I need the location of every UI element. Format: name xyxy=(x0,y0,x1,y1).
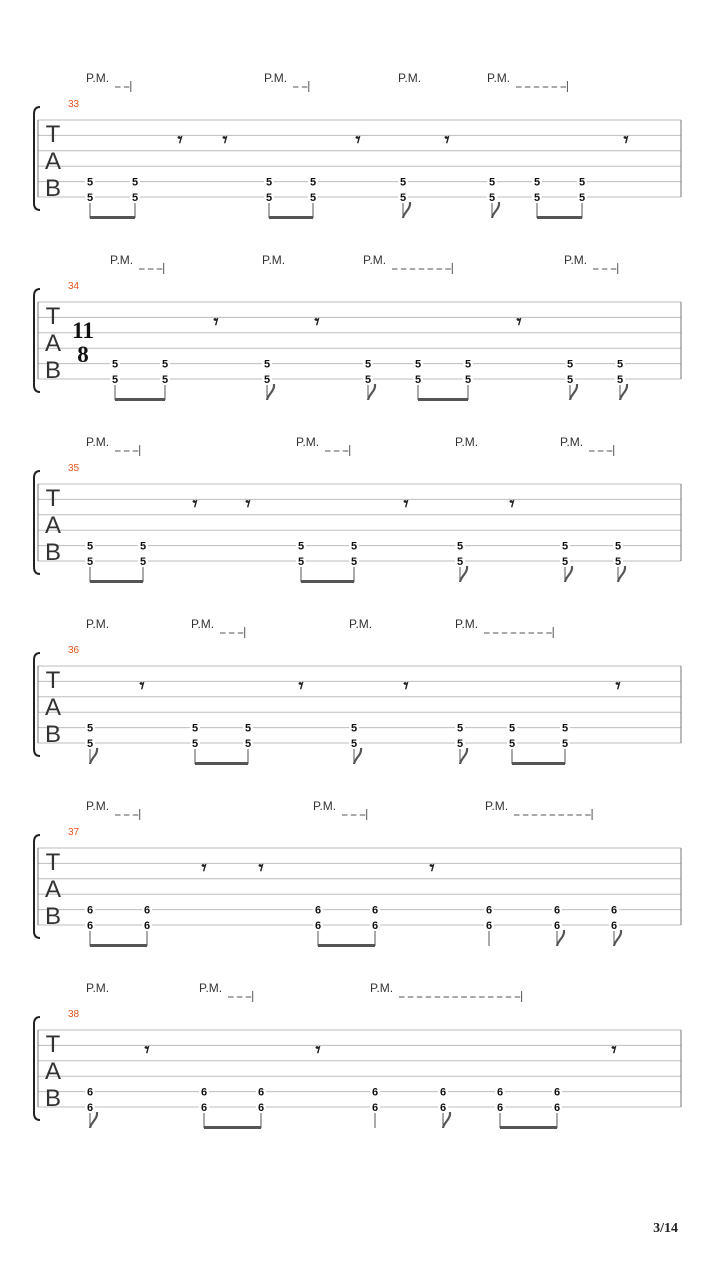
eighth-beam xyxy=(204,1126,261,1129)
eighth-flag xyxy=(618,566,625,582)
fret-number: 5 xyxy=(488,176,496,189)
eighth-beam xyxy=(318,944,375,947)
fret-number: 5 xyxy=(86,556,94,568)
fret-number: 6 xyxy=(553,1086,561,1099)
palm-mute-label: P.M. xyxy=(363,253,387,267)
palm-mute-label: P.M. xyxy=(487,71,511,85)
eighth-rest: 𝄾 xyxy=(623,129,629,151)
eighth-rest: 𝄾 xyxy=(222,129,228,151)
eighth-beam xyxy=(90,580,143,583)
fret-number: 5 xyxy=(86,176,94,189)
fret-number: 5 xyxy=(350,556,358,568)
palm-mute-label: P.M. xyxy=(86,435,110,449)
fret-number: 5 xyxy=(464,374,472,386)
bar-number: 38 xyxy=(68,1009,80,1020)
fret-number: 6 xyxy=(200,1102,208,1114)
tab-clef-letter: B xyxy=(44,903,62,930)
eighth-beam xyxy=(500,1126,557,1129)
palm-mute-label: P.M. xyxy=(564,253,588,267)
tab-clef-letter: A xyxy=(44,148,62,175)
fret-number: 5 xyxy=(139,540,147,553)
eighth-flag xyxy=(565,566,572,582)
palm-mute-label: P.M. xyxy=(191,617,215,631)
fret-number: 5 xyxy=(265,192,273,204)
fret-number: 6 xyxy=(610,920,618,932)
fret-number: 5 xyxy=(561,556,569,568)
eighth-rest: 𝄾 xyxy=(144,1039,150,1061)
fret-number: 6 xyxy=(610,904,618,917)
tab-clef-letter: A xyxy=(44,694,62,721)
fret-number: 6 xyxy=(257,1086,265,1099)
fret-number: 5 xyxy=(191,738,199,750)
fret-number: 6 xyxy=(86,904,94,917)
tab-clef-letter: B xyxy=(44,721,62,748)
eighth-rest: 𝄾 xyxy=(298,675,304,697)
fret-number: 5 xyxy=(533,192,541,204)
eighth-rest: 𝄾 xyxy=(139,675,145,697)
fret-number: 6 xyxy=(143,904,151,917)
fret-number: 6 xyxy=(200,1086,208,1099)
eighth-beam xyxy=(269,216,313,219)
fret-number: 5 xyxy=(111,374,119,386)
eighth-rest: 𝄾 xyxy=(201,857,207,879)
fret-number: 5 xyxy=(456,540,464,553)
eighth-beam xyxy=(115,398,165,401)
fret-number: 6 xyxy=(371,920,379,932)
time-signature-numerator: 11 xyxy=(72,318,94,343)
palm-mute-label: P.M. xyxy=(455,435,479,449)
fret-number: 5 xyxy=(414,358,422,371)
fret-number: 6 xyxy=(485,920,493,932)
system-bracket xyxy=(34,289,40,392)
fret-number: 5 xyxy=(244,722,252,735)
fret-number: 5 xyxy=(263,358,271,371)
system-bracket xyxy=(34,471,40,574)
fret-number: 5 xyxy=(616,374,624,386)
palm-mute-label: P.M. xyxy=(349,617,373,631)
page-number: 3/14 xyxy=(653,1221,678,1236)
eighth-rest: 𝄾 xyxy=(509,493,515,515)
eighth-rest: 𝄾 xyxy=(315,1039,321,1061)
fret-number: 6 xyxy=(553,920,561,932)
fret-number: 6 xyxy=(439,1086,447,1099)
palm-mute-label: P.M. xyxy=(455,617,479,631)
palm-mute-label: P.M. xyxy=(313,799,337,813)
tab-clef-letter: T xyxy=(45,667,61,694)
tab-clef-letter: T xyxy=(45,485,61,512)
fret-number: 5 xyxy=(464,358,472,371)
bar-number: 35 xyxy=(68,463,80,474)
eighth-beam xyxy=(90,944,147,947)
fret-number: 5 xyxy=(265,176,273,189)
fret-number: 6 xyxy=(143,920,151,932)
fret-number: 5 xyxy=(488,192,496,204)
palm-mute-label: P.M. xyxy=(86,71,110,85)
fret-number: 5 xyxy=(139,556,147,568)
palm-mute-label: P.M. xyxy=(110,253,134,267)
fret-number: 5 xyxy=(578,176,586,189)
fret-number: 5 xyxy=(161,374,169,386)
eighth-flag xyxy=(570,384,577,400)
tab-clef-letter: A xyxy=(44,1058,62,1085)
fret-number: 6 xyxy=(485,904,493,917)
fret-number: 5 xyxy=(350,738,358,750)
eighth-beam xyxy=(512,762,565,765)
eighth-rest: 𝄾 xyxy=(245,493,251,515)
tab-clef-letter: A xyxy=(44,512,62,539)
palm-mute-label: P.M. xyxy=(296,435,320,449)
fret-number: 5 xyxy=(191,722,199,735)
eighth-flag xyxy=(267,384,274,400)
tab-clef-letter: B xyxy=(44,539,62,566)
fret-number: 6 xyxy=(86,1086,94,1099)
tab-clef-letter: B xyxy=(44,175,62,202)
eighth-flag xyxy=(90,748,97,764)
palm-mute-label: P.M. xyxy=(398,71,422,85)
fret-number: 5 xyxy=(86,738,94,750)
eighth-rest: 𝄾 xyxy=(611,1039,617,1061)
tab-clef-letter: A xyxy=(44,330,62,357)
eighth-rest: 𝄾 xyxy=(429,857,435,879)
fret-number: 6 xyxy=(86,920,94,932)
fret-number: 6 xyxy=(314,904,322,917)
fret-number: 5 xyxy=(561,722,569,735)
fret-number: 6 xyxy=(439,1102,447,1114)
fret-number: 5 xyxy=(263,374,271,386)
eighth-rest: 𝄾 xyxy=(177,129,183,151)
eighth-rest: 𝄾 xyxy=(615,675,621,697)
fret-number: 6 xyxy=(371,1086,379,1099)
fret-number: 5 xyxy=(86,192,94,204)
fret-number: 5 xyxy=(86,540,94,553)
fret-number: 5 xyxy=(350,540,358,553)
fret-number: 6 xyxy=(553,904,561,917)
fret-number: 5 xyxy=(364,358,372,371)
fret-number: 5 xyxy=(508,738,516,750)
eighth-rest: 𝄾 xyxy=(258,857,264,879)
eighth-flag xyxy=(557,930,564,946)
palm-mute-label: P.M. xyxy=(560,435,584,449)
fret-number: 5 xyxy=(309,176,317,189)
eighth-beam xyxy=(301,580,354,583)
eighth-rest: 𝄾 xyxy=(355,129,361,151)
fret-number: 5 xyxy=(566,374,574,386)
eighth-flag xyxy=(460,566,467,582)
system-bracket xyxy=(34,835,40,938)
fret-number: 6 xyxy=(496,1102,504,1114)
time-signature-denominator: 8 xyxy=(77,342,89,367)
fret-number: 5 xyxy=(86,722,94,735)
tab-clef-letter: T xyxy=(45,303,61,330)
fret-number: 5 xyxy=(566,358,574,371)
fret-number: 5 xyxy=(399,192,407,204)
fret-number: 5 xyxy=(131,192,139,204)
fret-number: 5 xyxy=(616,358,624,371)
fret-number: 5 xyxy=(364,374,372,386)
tab-clef-letter: B xyxy=(44,357,62,384)
eighth-rest: 𝄾 xyxy=(192,493,198,515)
eighth-flag xyxy=(403,202,410,218)
eighth-flag xyxy=(460,748,467,764)
fret-number: 5 xyxy=(456,738,464,750)
fret-number: 5 xyxy=(578,192,586,204)
bar-number: 36 xyxy=(68,645,80,656)
eighth-rest: 𝄾 xyxy=(444,129,450,151)
system-bracket xyxy=(34,1017,40,1120)
palm-mute-label: P.M. xyxy=(262,253,286,267)
fret-number: 5 xyxy=(456,556,464,568)
fret-number: 5 xyxy=(533,176,541,189)
tab-clef-letter: A xyxy=(44,876,62,903)
bar-number: 34 xyxy=(68,281,80,292)
eighth-flag xyxy=(620,384,627,400)
tab-clef-letter: T xyxy=(45,849,61,876)
eighth-flag xyxy=(492,202,499,218)
palm-mute-label: P.M. xyxy=(199,981,223,995)
fret-number: 5 xyxy=(309,192,317,204)
bar-number: 33 xyxy=(68,99,80,110)
fret-number: 5 xyxy=(508,722,516,735)
fret-number: 5 xyxy=(614,540,622,553)
fret-number: 5 xyxy=(561,738,569,750)
eighth-rest: 𝄾 xyxy=(516,311,522,333)
system-bracket xyxy=(34,107,40,210)
eighth-rest: 𝄾 xyxy=(403,493,409,515)
eighth-beam xyxy=(418,398,468,401)
eighth-flag xyxy=(368,384,375,400)
fret-number: 5 xyxy=(297,540,305,553)
palm-mute-label: P.M. xyxy=(264,71,288,85)
eighth-flag xyxy=(443,1112,450,1128)
eighth-flag xyxy=(614,930,621,946)
fret-number: 5 xyxy=(456,722,464,735)
fret-number: 5 xyxy=(161,358,169,371)
fret-number: 6 xyxy=(553,1102,561,1114)
fret-number: 5 xyxy=(297,556,305,568)
eighth-rest: 𝄾 xyxy=(403,675,409,697)
palm-mute-label: P.M. xyxy=(86,981,110,995)
fret-number: 5 xyxy=(131,176,139,189)
fret-number: 5 xyxy=(614,556,622,568)
eighth-beam xyxy=(90,216,135,219)
bar-number: 37 xyxy=(68,827,80,838)
eighth-rest: 𝄾 xyxy=(213,311,219,333)
eighth-flag xyxy=(354,748,361,764)
palm-mute-label: P.M. xyxy=(485,799,509,813)
tab-clef-letter: T xyxy=(45,121,61,148)
eighth-flag xyxy=(90,1112,97,1128)
fret-number: 5 xyxy=(561,540,569,553)
palm-mute-label: P.M. xyxy=(370,981,394,995)
fret-number: 6 xyxy=(257,1102,265,1114)
fret-number: 6 xyxy=(371,1102,379,1114)
palm-mute-label: P.M. xyxy=(86,799,110,813)
fret-number: 6 xyxy=(371,904,379,917)
eighth-rest: 𝄾 xyxy=(314,311,320,333)
tab-clef-letter: B xyxy=(44,1085,62,1112)
fret-number: 6 xyxy=(86,1102,94,1114)
eighth-beam xyxy=(537,216,582,219)
fret-number: 5 xyxy=(111,358,119,371)
eighth-beam xyxy=(195,762,248,765)
fret-number: 5 xyxy=(350,722,358,735)
system-bracket xyxy=(34,653,40,756)
fret-number: 5 xyxy=(414,374,422,386)
fret-number: 6 xyxy=(496,1086,504,1099)
fret-number: 5 xyxy=(399,176,407,189)
fret-number: 6 xyxy=(314,920,322,932)
palm-mute-label: P.M. xyxy=(86,617,110,631)
fret-number: 5 xyxy=(244,738,252,750)
tab-clef-letter: T xyxy=(45,1031,61,1058)
